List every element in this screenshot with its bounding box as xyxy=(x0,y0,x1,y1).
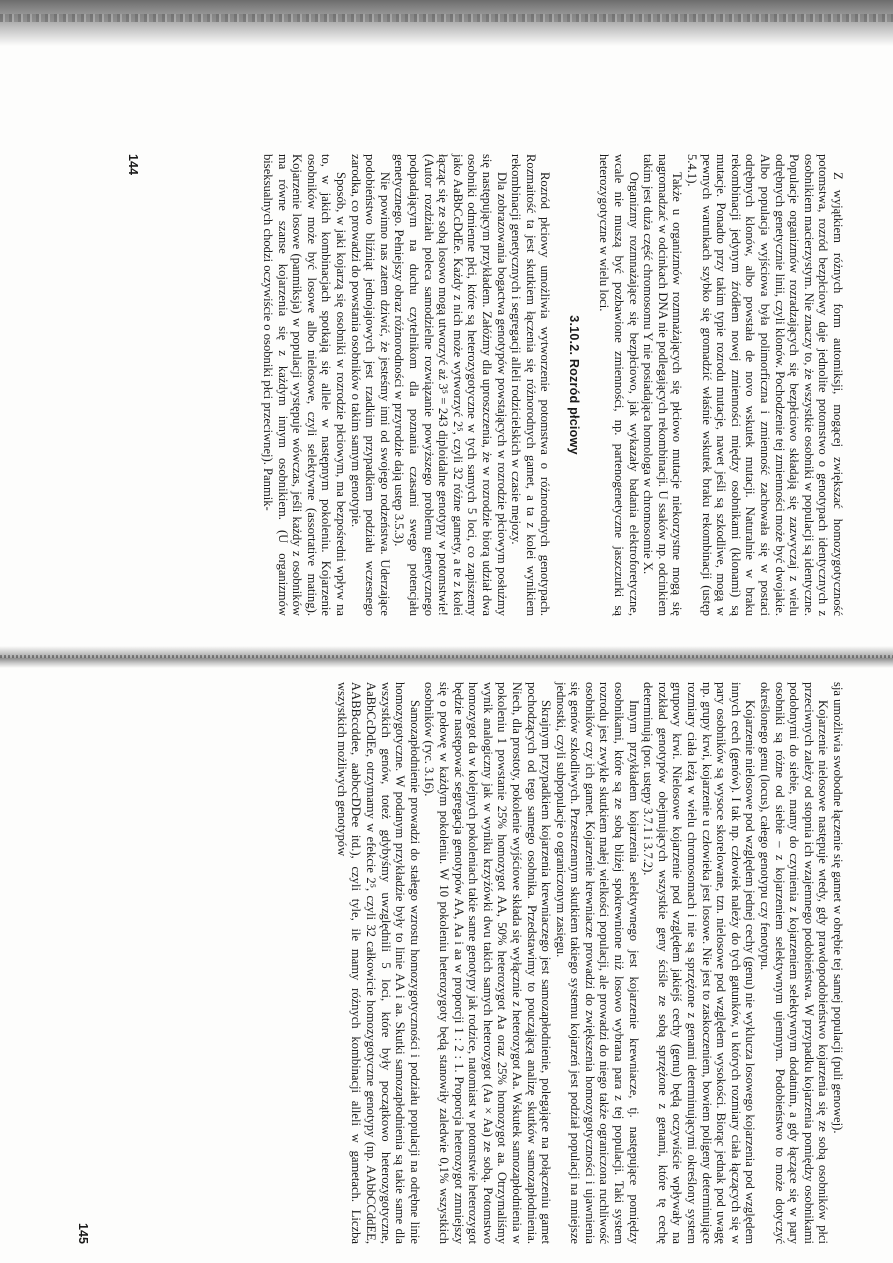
left-page-text-after-heading xyxy=(260,154,552,616)
scanner-edge-shadow xyxy=(0,0,893,46)
paragraph: Nie powinno nas zatem dziwić, że jesteśmy inni od swojego rodzeństwa. Uderzające podobieństwo bliźniąt jednojajowych jest rzadkim przypadkiem podziału wczesnego zarodka, co prowadzi do powstania osobników o takim samym genotypie. xyxy=(348,154,392,616)
paragraph: Także u organizmów rozmnażających się płciowo mutacje niekorzystne mogą się nagromadzać w odcinkach DNA nie podlegających rekombinacji. U ssaków np. odcinkiem takim jest duża część chromosomu Y nie posiadająca homologa w chromosomie X. xyxy=(641,154,685,616)
paragraph: Rozród płciowy umożliwia wytworzenie potomstwa o różnorodnych genotypach. Rozmaitość ta jest skutkiem łączenia się różnorodnych gamet, a ta z kolei wynikiem rekombinacji genetycznych i segregacji alleli rodzicielskich w czasie mejozy. xyxy=(509,154,553,616)
page-number: 144 xyxy=(125,154,140,176)
paragraph: Z wyjątkiem różnych form automiksji, mogącej zwiększać homozygotyczność potomstwa, rozród bezpłciowy daje jednolite potomstwo o genotypach identycznych z osobnikiem macierzystym. Nie znaczy to, że wszystkie osobniki w populacji są identyczne. Populacje organizmów rozradzających się bezpłciowo składają się zazwyczaj z wielu odrębnych genetycznie linii, czyli klonów. Pochodzenie tej zmienności może być dwojakie. Albo populacja wyjściowa była polimorficzna i zmienność zachowała się w postaci odrębnych klonów, albo powstała de novo wskutek mutacji. Naturalnie w braku rekombinacji jedynym źródłem nowej zmienności między osobnikami (klonami) są mutacje. Ponadto przy takim typie rozrodu mutacje, nawet jeśli są szkodliwe, mogą w pewnych warunkach szybko się gromadzić właśnie wskutek braku rekombinacji (ustęp 5.4.1). xyxy=(685,154,845,616)
page-number: 145 xyxy=(75,1222,90,1244)
paragraph: Samozapłodnienie prowadzi do stałego wzrostu homozygotyczności i podziału populacji na odrębne linie homozygotyczne. W podanym przykładzie były to linie AA i aa. Skutki samozapłodnienia są takie same dla wszystkich genów, toteż gdybyśmy uwzględnili 5 loci, które były początkowo heterozygotyczne, AaBbCcDdEe, otrzymamy w efekcie 2⁵, czyli 32 całkowicie homozygotyczne genotypy (np. AAbbCCddEE, AABBccddee, aabbccDDee itd.), czyli tyle, ile mamy różnych kombinacji alleli w gametach. Liczba wszystkich możliwych genotypów xyxy=(334,682,422,1244)
paragraph: Skrajnym przypadkiem kojarzenia krewniaczego jest samozapłodnienie, polegające na połączeniu gamet pochodzących od tego samego osobnika. Przedstawimy to poucząjącą analizę skutków samozapłodnienia. Niech, dla prostoty, pokolenie wyjściowe składa się wyłącznie z heterozygot Aa. Wskutek samozapłodnienia w pokoleniu 1 powstanie 25% homozygot AA, 50% heterozygot Aa oraz 25% homozygot aa. Otrzymaliśmy wynik analogiczny jak w wyniku krzyżówki dwu takich samych heterozygot (Aa × Aa) ze sobą. Potomstwo homozygot da w kolejnych pokoleniach takie same genotypy jak rodzice, natomiast w potomstwie heterozygot będzie następować segregacja genotypów AA, Aa i aa w proporcji 1 : 2 : 1. Proporcja heterozygot zmniejszy się o połowę w każdym pokoleniu. W 10 pokoleniu heterozygoty będą stanowiły zaledwie 0,1% wszystkich osobników (ryc. 3.16). xyxy=(422,682,554,1244)
page-145 xyxy=(75,678,845,1248)
paragraph: sja umożliwia swobodne łączenie się gamet w obrębie tej samej populacji (puli genowej). xyxy=(831,682,845,1134)
paragraph: Kojarzenie nielosowe pod względem jednej cechy (genu) nie wyklucza losowego kojarzenia pod względem innych cech (genów). I tak np. człowiek należy do tych gatunków, u których rozmiary ciała łączących się w pary osobników są wysoce skorelowane, tzn. nielosowe pod względem wysokości. Biorąc jednak pod uwagę np. grupy krwi, kojarzenie u człowieka jest losowe. Nie jest to zaskoczeniem, bowiem poligeny determinujące rozmiary ciała leżą w wielu chromosomach i nie są sprzężone z genami determinującymi określony system grupowy krwi. Nielosowe kojarzenie pod względem jakiejś cechy (genu) będą oczywiście wpływały na rozkład genotypów obejmujących wszystkie geny ściśle ze sobą sprzężone z genami, które tę cechę determinują (por. ustępy 3.7.1 i 3.7.2). xyxy=(641,682,758,1244)
paragraph: Sposób, w jaki kojarzą się osobniki w rozrodzie płciowym, ma bezpośredni wpływ na to, w jakich kombinacjach spotkają się allele w następnym pokoleniu. Kojarzenie osobników może być losowe albo nielosowe, czyli selektywne (assortative mating). Kojarzenie losowe (panmiksja) w populacji występuje wówczas, jeśli każdy z osobników ma równe szanse kojarzenia się z każdym innym osobnikiem. (U organizmów biseksualnych chodzi oczywiście o osobniki płci przeciwnej). Panmik- xyxy=(261,154,348,616)
paragraph: Dla zobrazowania bogactwa genotypów powstających w rozrodzie płciowym posłużmy się następującym przykładem. Załóżmy dla uproszczenia, że w rozrodzie biorą udział dwa osobniki odmienne płci, które są heterozygotyczne w tych samych 5 loci, co zapiszemy jako AaBbCcDdEe. Każdy z nich może wytworzyć 2⁵, czyli 32 różne gamety, a te z kolei łącząc się ze sobą losowo mogą utworzyć aż 3⁵ = 243 diploidalne genotypy w potomstwie! (Autor rozdziału poleca samodzielne rozwiązanie powyższego problemu genetycznego podpadającym na duchu czytelnikom dla poznania czasami swego potencjału genetycznego. Pełniejszy obraz różnorodności w przyrodzie dają ustęp 3.5.3). xyxy=(392,154,509,616)
left-page-text-before-heading xyxy=(597,154,845,616)
page-144 xyxy=(125,150,845,620)
book-gutter-shadow xyxy=(0,646,893,668)
paragraph: Organizmy rozmnażające się bezpłciowo, jak wykazały badania elektroforetyczne, wcale nie muszą być pozbawione zmienności, np. partenogenetyczne jaszczurki są heterozygotyczne w wielu loci. xyxy=(597,154,641,616)
section-heading: 3.10.2. Rozród płciowy xyxy=(566,315,581,455)
right-page-text xyxy=(334,682,845,1244)
paragraph: Kojarzenie nielosowe następuje wtedy, gdy prawdopodobieństwo kojarzenia się ze sobą osobników płci przeciwnych zależy od stopnia ich wzajemnego podobieństwa. W przypadku kojarzenia pomiędzy osobnikami podobnymi do siebie, mamy do czynienia z kojarzeniem selektywnym dodatnim, a gdy łączące się w pary osobniki są różne od siebie – z kojarzeniem selektywnym ujemnym. Podobieństwo to może dotyczyć określonego genu (locus), całego genotypu czy fenotypu. xyxy=(758,682,831,1244)
paragraph: Innym przykładem kojarzenia selektywnego jest kojarzenie krewniacze, tj. następujące pomiędzy osobnikami, które są ze sobą bliżej spokrewnione niż losowo wybrana para z tej populacji. Taki system rozrodu jest zwykle skutkiem małej wielkości populacji, ale prowadzi do niego także ograniczona ruchliwość osobników czy ich gamet. Kojarzenie krewniacze prowadzi do zwiększenia homozygotyczności i ujawnienia się genów szkodliwych. Przestrzennym skutkiem takiego systemu kojarzeń jest podział populacji na mniejsze jednostki, czyli subpopulacje o ograniczonym zasięgu. xyxy=(553,682,641,1244)
